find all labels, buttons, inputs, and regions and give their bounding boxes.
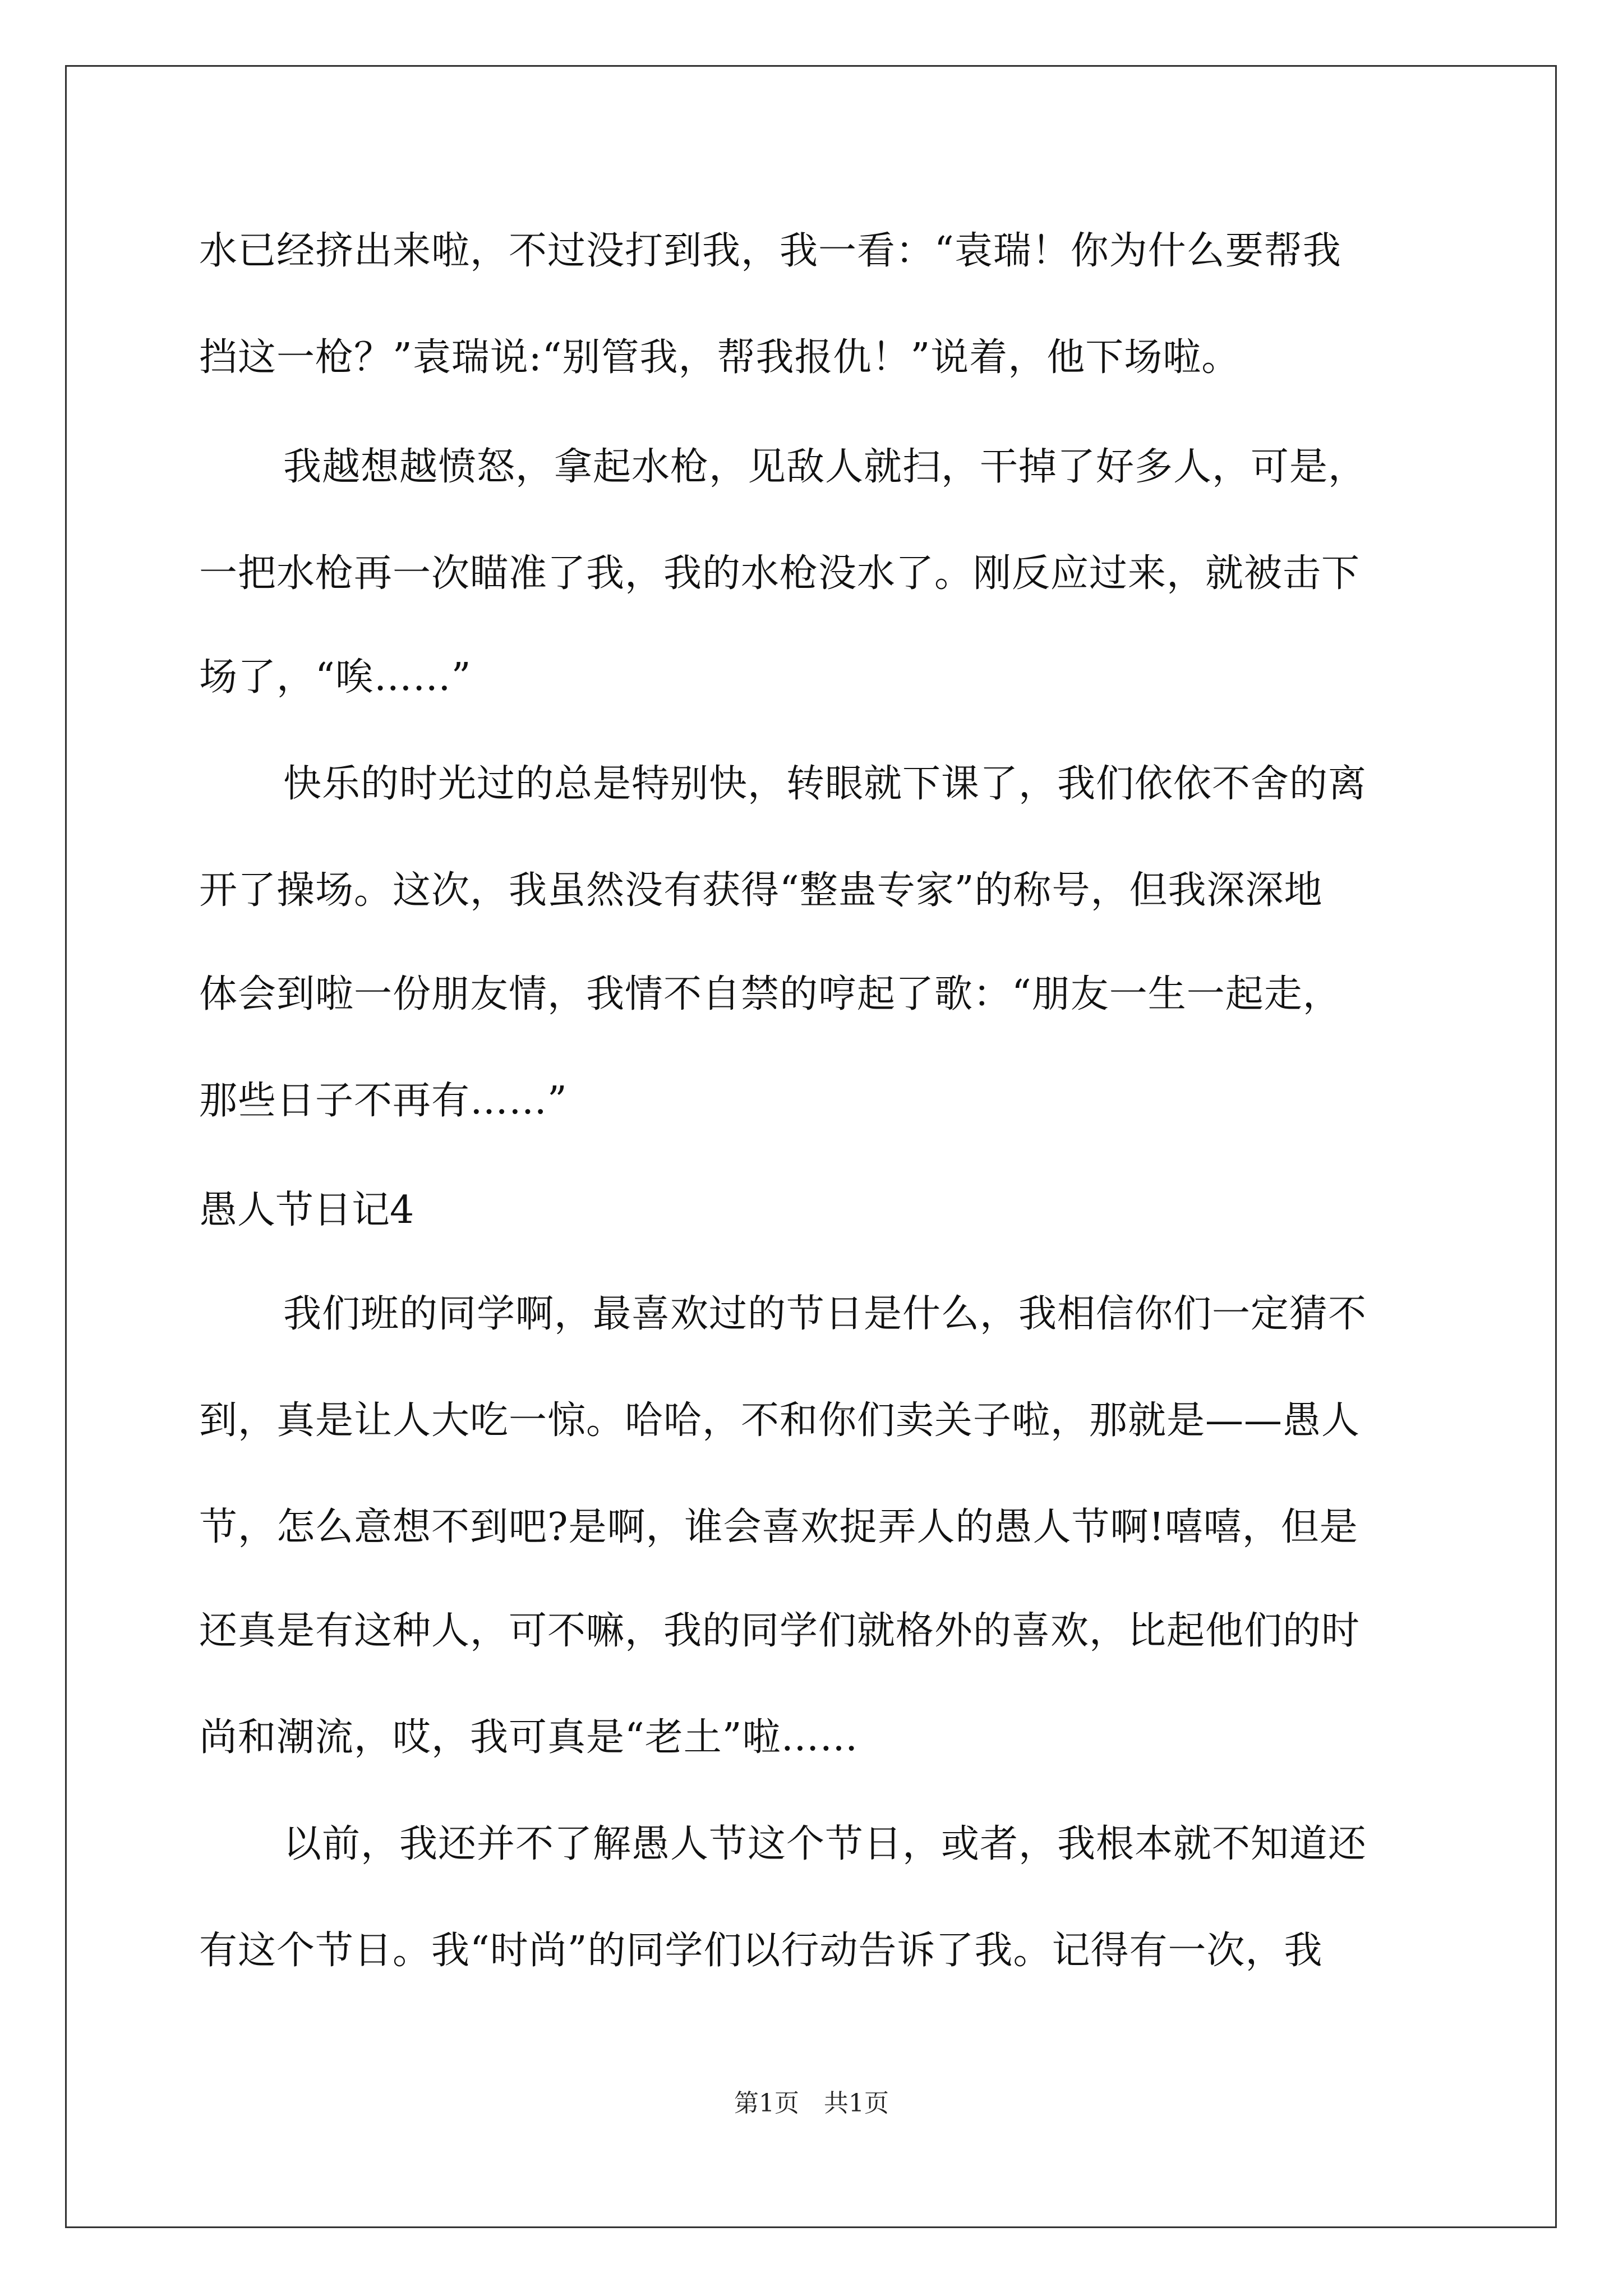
- paragraph-3-line-4: 那些日子不再有……”: [199, 1079, 568, 1123]
- paragraph-2-line-1: 我越想越愤怒，拿起水枪，见敌人就扫，干掉了好多人，可是，: [283, 445, 1367, 489]
- paragraph-4-line-1: 我们班的同学啊，最喜欢过的节日是什么，我相信你们一定猜不: [283, 1292, 1367, 1336]
- page-number-footer: 第1页 共1页: [734, 2089, 889, 2118]
- paragraph-2-line-3: 场了，“唉……”: [199, 655, 472, 700]
- paragraph-1-line-2: 挡这一枪？”袁瑞说:“别管我，帮我报仇！”说着，他下场啦。: [199, 335, 1241, 380]
- page-border: [65, 65, 1557, 2228]
- paragraph-4-line-2: 到，真是让人大吃一惊。哈哈，不和你们卖关子啦，那就是——愚人: [199, 1398, 1361, 1443]
- paragraph-2-line-2: 一把水枪再一次瞄准了我，我的水枪没水了。刚反应过来，就被击下: [199, 551, 1361, 596]
- paragraph-3-line-3: 体会到啦一份朋友情，我情不自禁的哼起了歌：“朋友一生一起走，: [199, 972, 1341, 1016]
- paragraph-3-line-1: 快乐的时光过的总是特别快，转眼就下课了，我们依依不舍的离: [283, 762, 1367, 806]
- paragraph-4-line-3: 节，怎么意想不到吧?是啊，谁会喜欢捉弄人的愚人节啊!嘻嘻，但是: [199, 1505, 1358, 1549]
- section-heading: 愚人节日记4: [199, 1188, 414, 1232]
- paragraph-5-line-1: 以前，我还并不了解愚人节这个节日，或者，我根本就不知道还: [283, 1822, 1367, 1866]
- paragraph-3-line-2: 开了操场。这次，我虽然没有获得“整蛊专家”的称号，但我深深地: [199, 868, 1323, 913]
- paragraph-4-line-5: 尚和潮流，哎，我可真是“老土”啦……: [199, 1715, 859, 1760]
- paragraph-5-line-2: 有这个节日。我“时尚”的同学们以行动告诉了我。记得有一次，我: [199, 1929, 1323, 1973]
- paragraph-4-line-4: 还真是有这种人，可不嘛，我的同学们就格外的喜欢，比起他们的时: [199, 1609, 1361, 1653]
- paragraph-1-line-1: 水已经挤出来啦，不过没打到我，我一看：“袁瑞！你为什么要帮我: [199, 229, 1341, 273]
